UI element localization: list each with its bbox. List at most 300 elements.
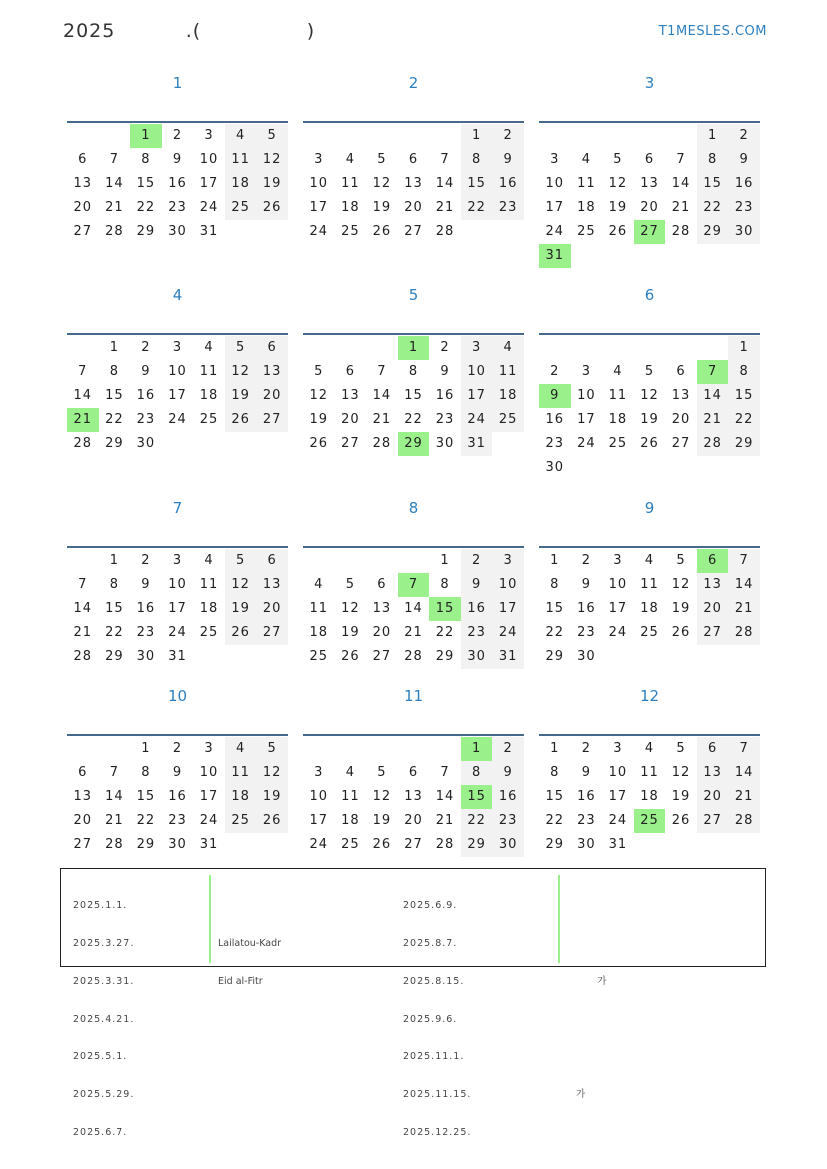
day-cell: 9 [581,577,591,592]
day-cell: 11 [199,577,219,592]
day-cell: 27 [404,837,423,852]
day-cell: 18 [640,789,659,804]
day-cell: 6 [408,765,419,780]
day-cell: 8 [461,148,493,172]
legend-holiday-name [218,1089,281,1102]
day-cell: 2 [728,124,760,148]
legend-date: 2025.6.9. [403,900,458,912]
holiday-day-cell: 15 [461,785,493,809]
day-cell: 19 [309,412,329,427]
legend-divider [209,875,211,963]
day-cell: 20 [372,625,392,640]
day-cell: 23 [545,436,565,451]
day-cell: 8 [461,761,493,785]
day-cell: 11 [640,577,659,592]
day-cell: 16 [461,597,493,621]
day-cell: 9 [492,148,524,172]
day-cell: 18 [225,172,257,196]
day-cell: 15 [105,601,124,616]
day-cell: 24 [461,408,493,432]
day-cell: 5 [613,152,623,167]
day-cell: 17 [309,813,329,828]
day-cell: 10 [199,765,219,780]
day-cell: 23 [461,621,493,645]
day-cell: 25 [341,837,360,852]
day-cell: 20 [73,200,93,215]
day-cell: 7 [109,152,119,167]
day-cell: 6 [256,336,288,360]
day-cell: 4 [225,737,257,761]
day-cell: 9 [172,765,183,780]
day-cell: 12 [309,388,329,403]
day-cell: 10 [577,388,596,403]
day-cell: 15 [545,601,565,616]
day-cell: 28 [73,649,93,664]
month-divider [539,121,760,123]
day-cell: 11 [492,360,524,384]
day-cell: 24 [199,813,219,828]
month-divider [303,333,524,335]
day-cell: 13 [341,388,360,403]
month-name: 5 [408,286,419,304]
day-cell: 9 [728,148,760,172]
day-cell: 13 [73,176,93,191]
day-cell: 18 [341,200,360,215]
day-cell: 12 [225,360,257,384]
day-cell: 18 [492,384,524,408]
day-cell: 8 [109,577,119,592]
day-cell: 6 [345,364,355,379]
day-cell: 26 [372,224,392,239]
day-cell: 19 [225,597,257,621]
day-cell: 17 [545,200,565,215]
day-cell: 30 [545,460,565,475]
day-cell: 23 [492,809,524,833]
legend-date: 2025.1.1. [73,900,128,912]
day-cell: 18 [640,601,659,616]
day-cell: 20 [341,412,360,427]
legend-date: 2025.11.15. [403,1089,472,1101]
day-cell: 18 [608,412,628,427]
day-cell: 7 [377,364,387,379]
day-cell: 14 [73,388,93,403]
day-cell: 23 [168,813,187,828]
day-cell: 10 [309,789,329,804]
day-cell: 14 [728,573,760,597]
day-cell: 28 [435,224,455,239]
day-cell: 26 [671,625,691,640]
day-cell: 22 [461,196,493,220]
day-cell: 3 [204,128,214,143]
day-cell: 4 [613,364,623,379]
day-cell: 19 [671,789,691,804]
day-cell: 22 [435,625,455,640]
day-cell: 27 [671,436,691,451]
day-cell: 19 [671,601,691,616]
day-cell: 28 [105,837,124,852]
day-cell: 27 [73,837,93,852]
day-cell: 2 [581,741,591,756]
day-cell: 6 [78,152,88,167]
day-cell: 21 [105,200,124,215]
day-cell: 10 [199,152,219,167]
day-cell: 12 [608,176,628,191]
day-cell: 4 [581,152,591,167]
day-cell: 22 [136,813,156,828]
day-cell: 11 [225,761,257,785]
day-cell: 29 [136,224,156,239]
day-cell: 25 [608,436,628,451]
day-cell: 4 [204,553,214,568]
day-cell: 16 [545,412,565,427]
legend-holiday-name [567,1127,606,1140]
month-divider [303,546,524,548]
day-cell: 23 [728,196,760,220]
day-cell: 2 [141,553,151,568]
day-cell: 20 [697,597,729,621]
day-cell: 24 [168,412,187,427]
day-cell: 31 [199,224,219,239]
day-cell: 17 [199,176,219,191]
day-cell: 28 [728,809,760,833]
day-cell: 13 [640,176,659,191]
day-cell: 26 [309,436,329,451]
day-cell: 3 [550,152,560,167]
day-cell: 15 [136,789,156,804]
holiday-day-cell: 9 [539,384,571,408]
day-cell: 30 [577,837,596,852]
day-cell: 5 [314,364,324,379]
month-divider [303,121,524,123]
day-cell: 12 [372,789,392,804]
legend-holiday-name: Lailatou-Kadr [218,937,282,949]
day-cell: 7 [440,152,450,167]
day-cell: 10 [168,577,187,592]
day-cell: 24 [577,436,596,451]
day-cell: 20 [256,384,288,408]
day-cell: 22 [697,196,729,220]
day-cell: 12 [225,573,257,597]
day-cell: 7 [676,152,686,167]
day-cell: 14 [105,176,124,191]
month-divider [539,333,760,335]
day-cell: 5 [256,737,288,761]
legend-holiday-name: 가 [567,1089,586,1101]
day-cell: 8 [728,360,760,384]
day-cell: 29 [105,436,124,451]
holiday-day-cell: 1 [461,737,493,761]
day-cell: 5 [225,549,257,573]
holiday-legend [60,868,766,1138]
day-cell: 4 [644,553,655,568]
day-cell: 17 [309,200,329,215]
legend-date: 2025.3.31. [73,975,135,987]
month-name: 7 [172,499,183,517]
day-cell: 5 [644,364,655,379]
day-cell: 1 [697,124,729,148]
day-cell: 8 [550,765,560,780]
day-cell: 16 [577,789,596,804]
day-cell: 11 [341,176,360,191]
day-cell: 10 [309,176,329,191]
day-cell: 3 [172,340,183,355]
day-cell: 16 [136,601,156,616]
day-cell: 27 [404,224,423,239]
day-cell: 6 [256,549,288,573]
holiday-day-cell: 7 [697,360,729,384]
month-name: 9 [644,499,655,517]
day-cell: 2 [141,340,151,355]
day-cell: 13 [372,601,392,616]
day-cell: 14 [435,789,455,804]
day-cell: 3 [492,549,524,573]
day-cell: 20 [404,813,423,828]
day-cell: 2 [172,741,183,756]
legend-holiday-name [567,938,606,951]
day-cell: 10 [608,765,628,780]
day-cell: 26 [640,436,659,451]
day-cell: 23 [577,813,596,828]
day-cell: 30 [435,436,455,451]
day-cell: 27 [372,649,392,664]
day-cell: 9 [141,364,151,379]
legend-holiday-name [218,1014,281,1027]
day-cell: 28 [697,432,729,456]
day-cell: 24 [199,200,219,215]
day-cell: 8 [141,152,151,167]
day-cell: 3 [172,553,183,568]
day-cell: 31 [199,837,219,852]
day-cell: 16 [168,789,187,804]
day-cell: 21 [73,625,93,640]
day-cell: 3 [613,553,623,568]
day-cell: 14 [728,761,760,785]
day-cell: 19 [256,172,288,196]
day-cell: 30 [461,645,493,669]
day-cell: 6 [676,364,686,379]
holiday-day-cell: 27 [634,220,666,244]
day-cell: 31 [461,432,493,456]
day-cell: 30 [492,833,524,857]
day-cell: 28 [73,436,93,451]
holiday-day-cell: 6 [697,549,729,573]
day-cell: 25 [577,224,596,239]
day-cell: 22 [545,625,565,640]
legend-holiday-name [567,1014,606,1027]
legend-holiday-name: 가 [567,975,607,987]
month-name: 12 [639,687,660,705]
day-cell: 9 [440,364,450,379]
day-cell: 21 [435,813,455,828]
day-cell: 21 [671,200,691,215]
day-cell: 16 [492,172,524,196]
month-divider [539,734,760,736]
day-cell: 15 [404,388,423,403]
month-name: 8 [408,499,419,517]
day-cell: 15 [728,384,760,408]
day-cell: 15 [136,176,156,191]
day-cell: 17 [168,601,187,616]
day-cell: 23 [136,625,156,640]
day-cell: 30 [168,224,187,239]
day-cell: 10 [461,360,493,384]
day-cell: 2 [581,553,591,568]
month-name: 2 [408,74,419,92]
day-cell: 20 [73,813,93,828]
day-cell: 27 [697,621,729,645]
day-cell: 5 [377,765,387,780]
legend-date: 2025.9.6. [403,1013,458,1025]
day-cell: 28 [372,436,392,451]
day-cell: 25 [225,196,257,220]
day-cell: 31 [608,837,628,852]
day-cell: 21 [105,813,124,828]
day-cell: 24 [608,813,628,828]
day-cell: 20 [640,200,659,215]
day-cell: 19 [372,813,392,828]
day-cell: 24 [309,837,329,852]
day-cell: 10 [608,577,628,592]
legend-date: 2025.3.27. [73,937,135,949]
day-cell: 12 [256,148,288,172]
day-cell: 2 [172,128,183,143]
day-cell: 11 [577,176,596,191]
day-cell: 29 [461,833,493,857]
day-cell: 3 [461,336,493,360]
day-cell: 19 [640,412,659,427]
day-cell: 22 [545,813,565,828]
day-cell: 9 [461,573,493,597]
day-cell: 13 [256,573,288,597]
day-cell: 27 [341,436,360,451]
day-cell: 16 [168,176,187,191]
legend-date: 2025.4.21. [73,1013,135,1025]
legend-holiday-name [218,1127,281,1140]
day-cell: 8 [440,577,450,592]
holiday-day-cell: 25 [634,809,666,833]
site-link[interactable]: T1MESLES.COM [658,24,767,39]
day-cell: 3 [314,152,324,167]
month-name: 4 [172,286,183,304]
day-cell: 29 [697,220,729,244]
day-cell: 4 [345,152,355,167]
day-cell: 21 [697,408,729,432]
day-cell: 25 [199,625,219,640]
day-cell: 1 [109,340,119,355]
holiday-day-cell: 15 [429,597,461,621]
holiday-day-cell: 7 [398,573,430,597]
day-cell: 4 [225,124,257,148]
day-cell: 29 [545,649,565,664]
day-cell: 8 [697,148,729,172]
day-cell: 4 [492,336,524,360]
day-cell: 26 [608,224,628,239]
day-cell: 16 [435,388,455,403]
day-cell: 24 [608,625,628,640]
legend-date: 2025.11.1. [403,1051,465,1063]
day-cell: 15 [545,789,565,804]
day-cell: 30 [136,649,156,664]
legend-date: 2025.6.7. [73,1126,128,1138]
legend-holiday-name [567,900,606,913]
day-cell: 21 [435,200,455,215]
day-cell: 23 [492,196,524,220]
day-cell: 7 [78,577,88,592]
day-cell: 26 [372,837,392,852]
month-divider [67,546,288,548]
day-cell: 6 [78,765,88,780]
day-cell: 7 [109,765,119,780]
legend-holiday-name [218,900,281,913]
day-cell: 6 [644,152,655,167]
day-cell: 21 [728,597,760,621]
day-cell: 31 [168,649,187,664]
day-cell: 13 [404,176,423,191]
day-cell: 4 [314,577,324,592]
day-cell: 8 [109,364,119,379]
day-cell: 14 [73,601,93,616]
day-cell: 9 [141,577,151,592]
day-cell: 4 [644,741,655,756]
day-cell: 13 [697,573,729,597]
legend-date: 2025.5.1. [73,1051,128,1063]
day-cell: 25 [199,412,219,427]
day-cell: 12 [256,761,288,785]
day-cell: 6 [408,152,419,167]
day-cell: 16 [728,172,760,196]
legend-left-dates [73,875,134,1165]
day-cell: 3 [581,364,591,379]
day-cell: 7 [78,364,88,379]
day-cell: 27 [256,621,288,645]
day-cell: 5 [225,336,257,360]
day-cell: 25 [640,625,659,640]
day-cell: 5 [256,124,288,148]
day-cell: 26 [256,809,288,833]
day-cell: 11 [199,364,219,379]
day-cell: 12 [372,176,392,191]
day-cell: 29 [105,649,124,664]
day-cell: 2 [492,124,524,148]
day-cell: 23 [136,412,156,427]
day-cell: 21 [372,412,392,427]
day-cell: 19 [341,625,360,640]
day-cell: 1 [461,124,493,148]
day-cell: 17 [608,789,628,804]
legend-holiday-name [218,1051,281,1064]
day-cell: 12 [671,765,691,780]
day-cell: 21 [728,785,760,809]
day-cell: 20 [671,412,691,427]
day-cell: 23 [435,412,455,427]
legend-date: 2025.8.7. [403,937,458,949]
day-cell: 13 [671,388,691,403]
day-cell: 9 [172,152,183,167]
day-cell: 24 [168,625,187,640]
day-cell: 30 [728,220,760,244]
day-cell: 12 [640,388,659,403]
day-cell: 10 [168,364,187,379]
day-cell: 11 [608,388,628,403]
legend-left-names [218,875,281,1165]
day-cell: 1 [440,553,450,568]
holiday-day-cell: 21 [67,408,99,432]
month-divider [539,546,760,548]
day-cell: 22 [136,200,156,215]
day-cell: 21 [404,625,423,640]
day-cell: 29 [545,837,565,852]
day-cell: 2 [492,737,524,761]
